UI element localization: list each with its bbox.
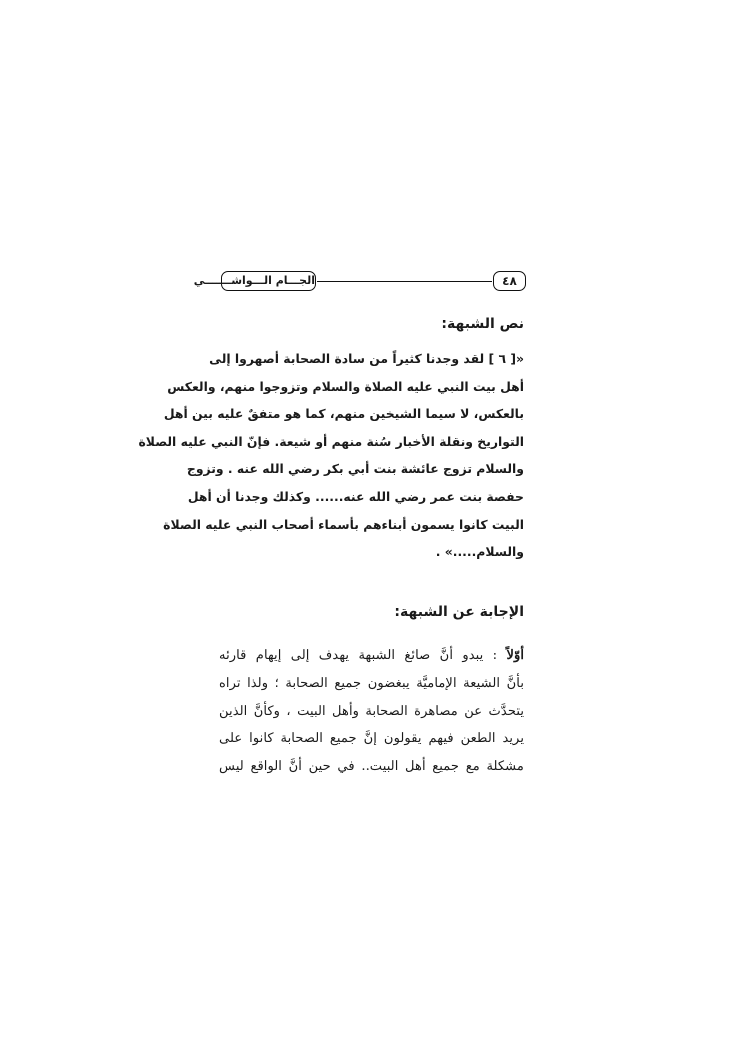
answer-line: بأنَّ الشيعة الإماميَّة يبغضون جميع الصحابة ؛ ولذا تراه <box>219 675 524 691</box>
answer-line: يريد الطعن فيهم يقولون إنَّ جميع الصحابة كانوا على <box>219 731 524 747</box>
shubha-heading: نص الشبهة: <box>441 316 524 332</box>
shubha-quote-paragraph <box>138 345 524 566</box>
answer-line: يتحدَّث عن مصاهرة الصحابة وأهل البيت ، وكأنَّ الذين <box>219 703 524 719</box>
answer-line: مشكلة مع جميع أهل البيت.. في حين أنَّ الواقع ليس <box>219 759 524 775</box>
quote-line: والسلام تزوج عائشة بنت أبي بكر رضي الله عنه . وتزوج <box>186 461 524 477</box>
answer-first-line-text: : يبدو أنَّ صائغ الشبهة يهدف إلى إيهام قارئه <box>219 648 498 663</box>
page-number: ٤٨ <box>493 271 526 291</box>
quote-line: البيت كانوا يسمون أبناءهم بأسماء أصحاب النبي عليه الصلاة <box>163 516 524 532</box>
quote-line: أهل بيت النبي عليه الصلاة والسلام وتزوجوا منهم، والعكس <box>167 378 524 394</box>
header-rule <box>317 281 492 282</box>
answer-first-line <box>219 642 524 670</box>
quote-line: التواريخ ونقلة الأخبار سُنة منهم أو شيعة. فإنّ النبي عليه الصلاة <box>138 433 524 449</box>
quote-line: والسلام.....» . <box>435 544 524 560</box>
book-title: الجـــام الـــواشـــــــي <box>221 271 316 291</box>
quote-line: حفصة بنت عمر رضي الله عنه...... وكذلك وجدنا أن أهل <box>187 488 524 504</box>
answer-lead-word: أوّلاً <box>506 648 524 663</box>
running-header <box>193 271 526 291</box>
answer-heading: الإجابة عن الشبهة: <box>394 604 524 620</box>
quote-line: «[ ٦ ] لقد وجدنا كثيراً من سادة الصحابة أصهروا إلى <box>209 351 524 366</box>
answer-paragraph <box>219 642 524 781</box>
quote-line: بالعكس، لا سيما الشيخين منهم، كما هو متفقٌ عليه بين أهل <box>163 406 524 422</box>
